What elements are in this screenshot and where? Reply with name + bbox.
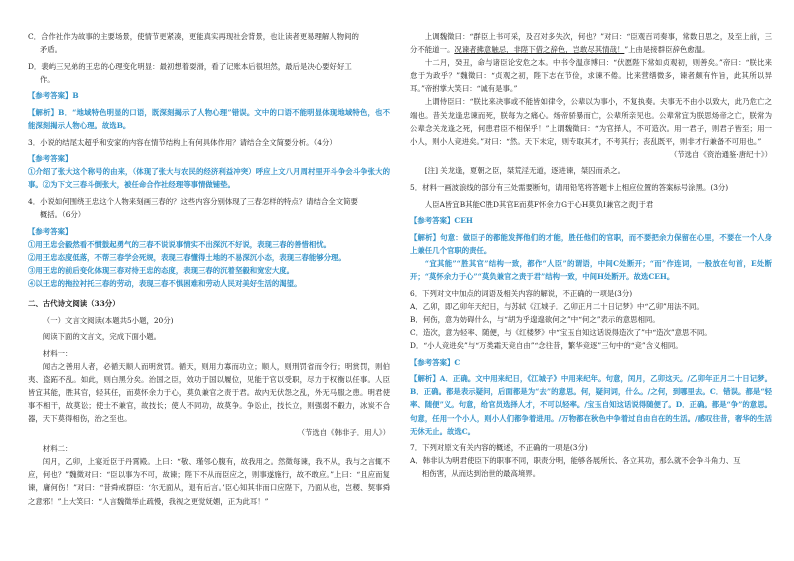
option-c-line-2: 矛盾。 bbox=[39, 45, 63, 55]
answer-4-point-1: ①用王忠会毅然看不惯鼓起勇气的三春不说说事情实不出深沉不好说，表现三春的善惜相忧。 bbox=[28, 239, 332, 249]
material-2-source: （节选自《资治通鉴·唐纪十》） bbox=[669, 149, 772, 159]
material-1-label: 材料一： bbox=[42, 348, 73, 358]
material-2-paragraph-3: 十二月，癸丑，命与诸臣论安危之本。中书令温彦博曰：“伏愿陛下常如贞观初，则善矣。”帝曰：“朕比来怠于为政乎？”魏徵曰：“贞观之初，陛下志在节俭，求谏不倦。比来营缮微多，谏者颇有忤旨，此其所以异耳。”帝拊掌大笑曰：“诚有是事。” bbox=[410, 58, 772, 94]
answer-3-text: ①介绍了张大这个称号的由来，（体现了张大与农民的经济利益冲突）呼应上文八月周村里开斗争会斗争张大的事。②为下文三春斗倒张大，被任命合作社经理等事情做铺垫。 bbox=[28, 167, 390, 190]
question-6: 6．下列对文中加点的词语及相关内容的解说，不正确的一项是(3分) bbox=[410, 288, 633, 298]
right-column bbox=[410, 30, 772, 481]
question-3: 3．小说的结尾太超乎和安家的内容在情节结构上有何具体作用？请结合全文简要分析。（4分） bbox=[28, 137, 337, 147]
answer-4-point-4: ④以王忠的拖拉衬托三春的劳动，表现三春不惧困难和劳动人民对美好生活的渴望。 bbox=[28, 279, 302, 289]
question-5-options: 人臣A皆宜B其能C胜D其官E而莫F怀余力G于心H莫负I兼官之责J于君 bbox=[424, 199, 654, 209]
material-2-paragraph-4: 上谓侍臣曰：“朕比来决事或不能皆如律令，公辈以为事小，不复执奏。夫事无不由小以致大，此乃危亡之端也。昔关龙逢忠谏而死，朕每为之痛心。炀帝骄暴而亡，公辈所亲见也。公辈常宜为朕思炀帝之亡，朕常为公辈念关龙逢之死，何患君臣不相保乎！”上谓魏徵曰：“为官择人，不可造次。用一君子，则君子皆至；用一小人，则小人竞进矣。”对曰：“然。天下未定，则专取其才，不考其行；丧乱既平，则非才行兼备不可用也。” bbox=[410, 97, 772, 146]
question-4-line-2: 概括。（6分） bbox=[39, 210, 86, 220]
reading-instruction: 阅读下面的文言文，完成下面小题。 bbox=[42, 332, 162, 342]
question-6-option-c: C．造次，意为轻率、随便，与《红楼梦》中“宝玉自知这话说得造次了”中“造次”意思不同。 bbox=[410, 327, 712, 337]
question-6-option-b: B．何伤，意为妨碍什么，与“胡为乎遑遑欲何之”中“何之”表示的意思相同。 bbox=[410, 314, 660, 324]
answer-4-heading: 【参考答案】 bbox=[28, 226, 73, 236]
option-c-line-1: C．合作社作为故事的主要场景，使情节更紧凑，更能真实再现社会背景，也让读者更易理解人物间的 bbox=[28, 32, 359, 41]
answer-4-point-3: ③用王忠的前后变化体现三春对待王忠的态度，表现三春的沉着坚毅和宽宏大度。 bbox=[28, 266, 295, 275]
left-column bbox=[28, 30, 390, 508]
question-7-option-a-line-2: 相伤害，从而达到治世的最高境界。 bbox=[421, 469, 541, 479]
answer-6-heading: 【参考答案】C bbox=[410, 357, 461, 367]
material-2-text: 闰月，乙卯，上宴近臣于丹霄殿。上曰：“敬、瑾邻心腹有，故我用之。然徵每谏，我不从，我与之言辄不应，何也？”魏徵对曰：“臣以事为不可，故谏；陛下不从而臣应之，则事遂施行，故不敢应。”上曰：“且应而复谏，庸何伤！”对曰：“昔舜戒群臣：‘尔无面从，退有后言。’臣心知其非而口应陛下，乃面从也，岂稷、契事舜之意邪！”上大笑曰：“人言魏徵举止疏慢，我视之更觉妩媚，正为此耳！” bbox=[28, 457, 390, 506]
option-d-line-2: 作。 bbox=[39, 74, 55, 84]
question-6-option-d: D．“小人竞进矣”与“万类霜天竞自由”“念往昔，繁华竞逐”三句中的“竞”含义相同。 bbox=[410, 341, 683, 351]
answer-5-heading: 【参考答案】CEH bbox=[410, 216, 473, 226]
question-4-line-1: 4．小说如何围绕王忠这个人物来刻画三春的？这些内容分别体现了三春怎样的特点？请结合全文简要 bbox=[28, 197, 358, 207]
material-1-text: 闻古之善用人者，必循天顺人而明赏罚。循天，则用力寡而功立；顺人，则刑罚省而令行；明赏罚，则伯夷、盗跖不乱。如此，则白黑分矣。治国之臣，效功于国以履位，见能于官以受职，尽力于权衡以任事。人臣皆宜其能，胜其官，轻其任，而莫怀余力于心，莫负兼官之责于君。故内无伏怨之乱，外无马服之患。明君使事不相干，故莫讼；使士不兼官，故技长；使人不同功，故莫争。争讼止，技长立，则强弱不觳力，冰炭不合器，天下莫得相伤，治之至也。 bbox=[28, 362, 390, 424]
question-7: 7．下列对原文有关内容的概述，不正确的一项是(3分) bbox=[410, 443, 588, 453]
section-2-subtitle: （一）文言文阅读(本题共5小题，20分) bbox=[42, 315, 174, 325]
material-1-source: （节选自《韩非子．用人》） bbox=[297, 427, 390, 437]
option-d-line-1: D．裴屿三兄弟的王忠的心理变化明显：最初想着耍滑，看了记账本后很坦然，最后是决心要好好工 bbox=[28, 61, 352, 71]
answer-3-heading: 【参考答案】 bbox=[28, 154, 73, 164]
question-7-option-a-line-1: A．韩非认为明君使臣下的职事不同，职责分明，能够各展所长、各立其功，那么就不会争斗角力、互 bbox=[410, 456, 741, 466]
question-6-option-a: A．乙卯，即乙卯年天纪日，与苏轼《江城子．乙卯正月二十日记梦》中“乙卯”用法不同。 bbox=[410, 301, 704, 311]
annotation-note: [注] 关龙逢，夏朝之臣，桀荒淫无道，逐进谏，桀囚而杀之。 bbox=[424, 166, 626, 176]
answer-6-explanation: 【解析】A．正确。文中用来纪日，《江城子》中用来纪年。句意，闰月，乙卯这天。/乙卯年正月二十日记梦。B．正确。都是表示疑问，后面都是为“去”的意思。何，疑问词，什么。/之何，到哪里去。C．错误。都是“轻率、随便”义。句意，给官员选择人才，不可以轻率。/宝玉自知这话说得随便了。D．正确。都是“争”的意思。句意，任用一个小人，则小人们都争着进用。/万物都在秋色中争着过自由自在的生活。/感叹往昔，奢华的生活无休无止。故选C。 bbox=[410, 374, 772, 436]
material-2-label: 材料二： bbox=[42, 444, 73, 454]
material-2-paragraph-2: 上调魏徵曰：“群臣上书可采，及召对多失次，何也？”对曰：“臣观百司奏事，常数日思之，及至上前，三分不能道一。况谏者拂意触忌，非陛下借之辞色，岂敢尽其情哉！”上由是接群臣辞色愈温。 bbox=[410, 32, 772, 55]
answer-1-explanation: 【解析】B．“地域特色明显的口语，既深刻揭示了人物心理”错误。文中的口语不能明显体现地域特色，也不能深刻揭示人物心理。故选B。 bbox=[28, 107, 390, 131]
underlined-sentence: 况谏者拂意触忌，非陛下借之辞色，岂敢尽其情哉！ bbox=[454, 45, 625, 55]
answer-4-point-2: ②用王忠态度低落，不帮三春学会死规，表现三春懂得土地的不易深沉小态，表现三春能够分理。 bbox=[28, 252, 346, 262]
section-2-title: 二、古代诗文阅读（33分） bbox=[28, 299, 120, 309]
answer-5-explanation-2: “宜其能”“胜其官”结构一致，都作“人臣”的谓语，中间C处断开；“而”作连词，一般放在句首，E处断开；“莫怀余力于心”“莫负兼官之责于君”结构一致，中间H处断开。故选CEH。 bbox=[410, 259, 772, 282]
answer-5-explanation-1: 【解析】句意：做臣子的都能发挥他们的才能，胜任他们的官职，而不要把余力保留在心里，不要在一个人身上兼任几个官职的责任。 bbox=[410, 232, 772, 255]
question-5: 5．材料一画波浪线的部分有三处需要断句，请用铅笔将答题卡上相应位置的答案标号涂黑。(3分) bbox=[410, 183, 729, 193]
answer-1-heading: 【参考答案】B bbox=[28, 91, 79, 101]
